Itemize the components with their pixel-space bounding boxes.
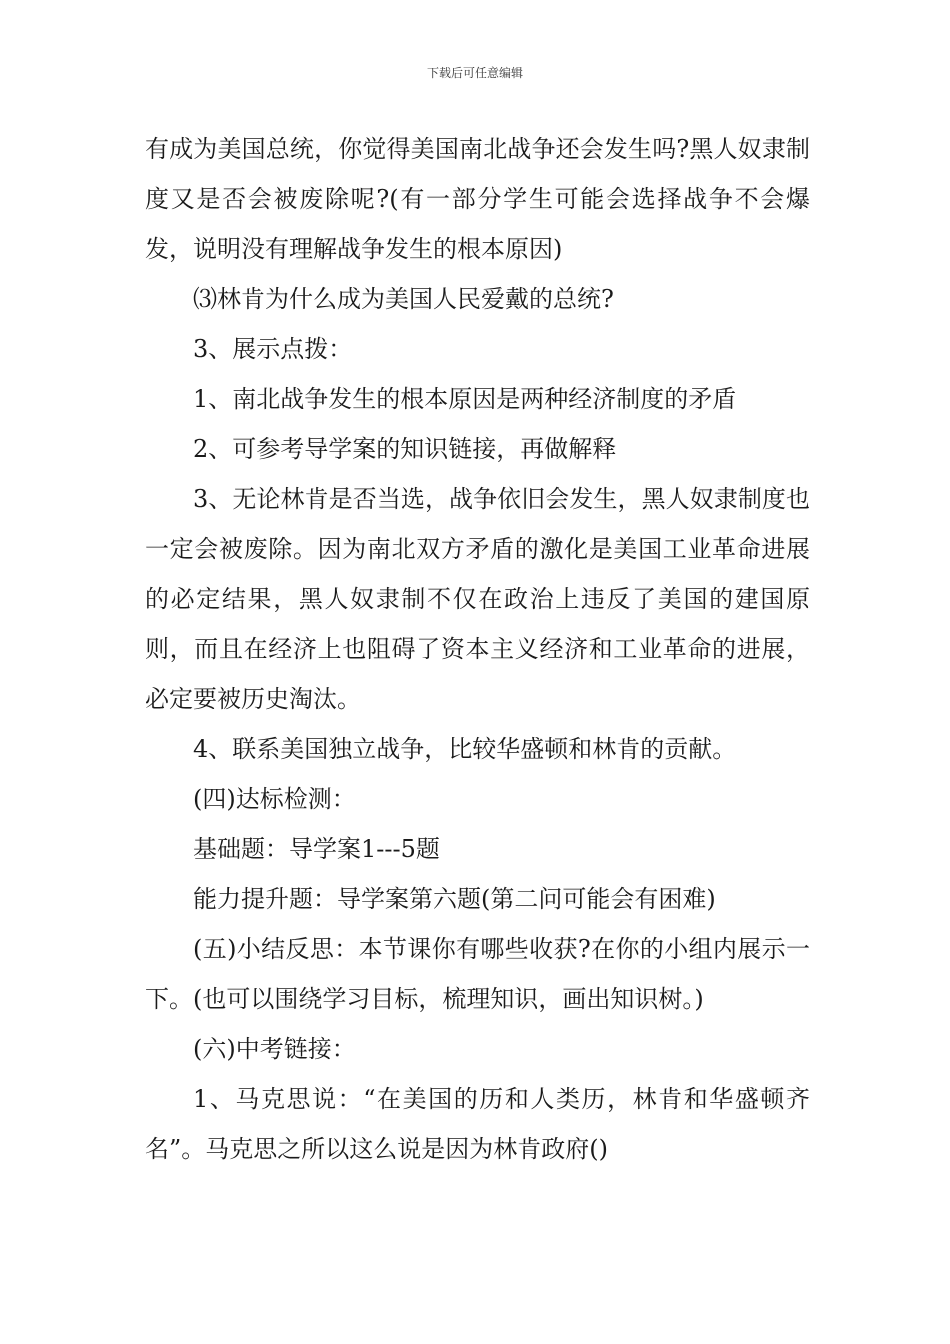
- paragraph-8: (四)达标检测：: [193, 785, 356, 813]
- page-header: 下载后可任意编辑: [426, 66, 523, 80]
- paragraph-6: 3、无论林肯是否当选，战争依旧会发生，黑人奴隶制度也一定会被废除。因为南北双方矛盾的激化是美国工业革命进展的必定结果，黑人奴隶制不仅在政治上违反了美国的建国原则，而且在经济上也阻碍了资本主义经济和工业革命的进展，必定要被历史淘汰。: [145, 485, 810, 713]
- paragraph-13: 1、马克思说：“在美国的历和人类历，林肯和华盛顿齐名”。马克思之所以这么说是因为林肯政府(): [145, 1085, 810, 1163]
- paragraph-7: 4、联系美国独立战争，比较华盛顿和林肯的贡献。: [193, 735, 737, 763]
- paragraph-4: 1、南北战争发生的根本原因是两种经济制度的矛盾: [193, 385, 737, 413]
- paragraph-11: (五)小结反思：本节课你有哪些收获?在你的小组内展示一下。(也可以围绕学习目标，梳理知识，画出知识树。): [145, 935, 810, 1013]
- paragraph-3: 3、展示点拨：: [193, 335, 353, 363]
- paragraph-9: 基础题：导学案1---5题: [193, 835, 440, 863]
- paragraph-2: ⑶林肯为什么成为美国人民爱戴的总统?: [193, 285, 614, 313]
- paragraph-1: 有成为美国总统，你觉得美国南北战争还会发生吗?黑人奴隶制度又是否会被废除呢?(有一部分学生可能会选择战争不会爆发，说明没有理解战争发生的根本原因): [145, 135, 810, 263]
- paragraph-12: (六)中考链接：: [193, 1035, 356, 1063]
- paragraph-10: 能力提升题：导学案第六题(第二问可能会有困难): [193, 885, 716, 913]
- paragraph-5: 2、可参考导学案的知识链接，再做解释: [193, 435, 617, 463]
- document-body: [145, 124, 810, 1174]
